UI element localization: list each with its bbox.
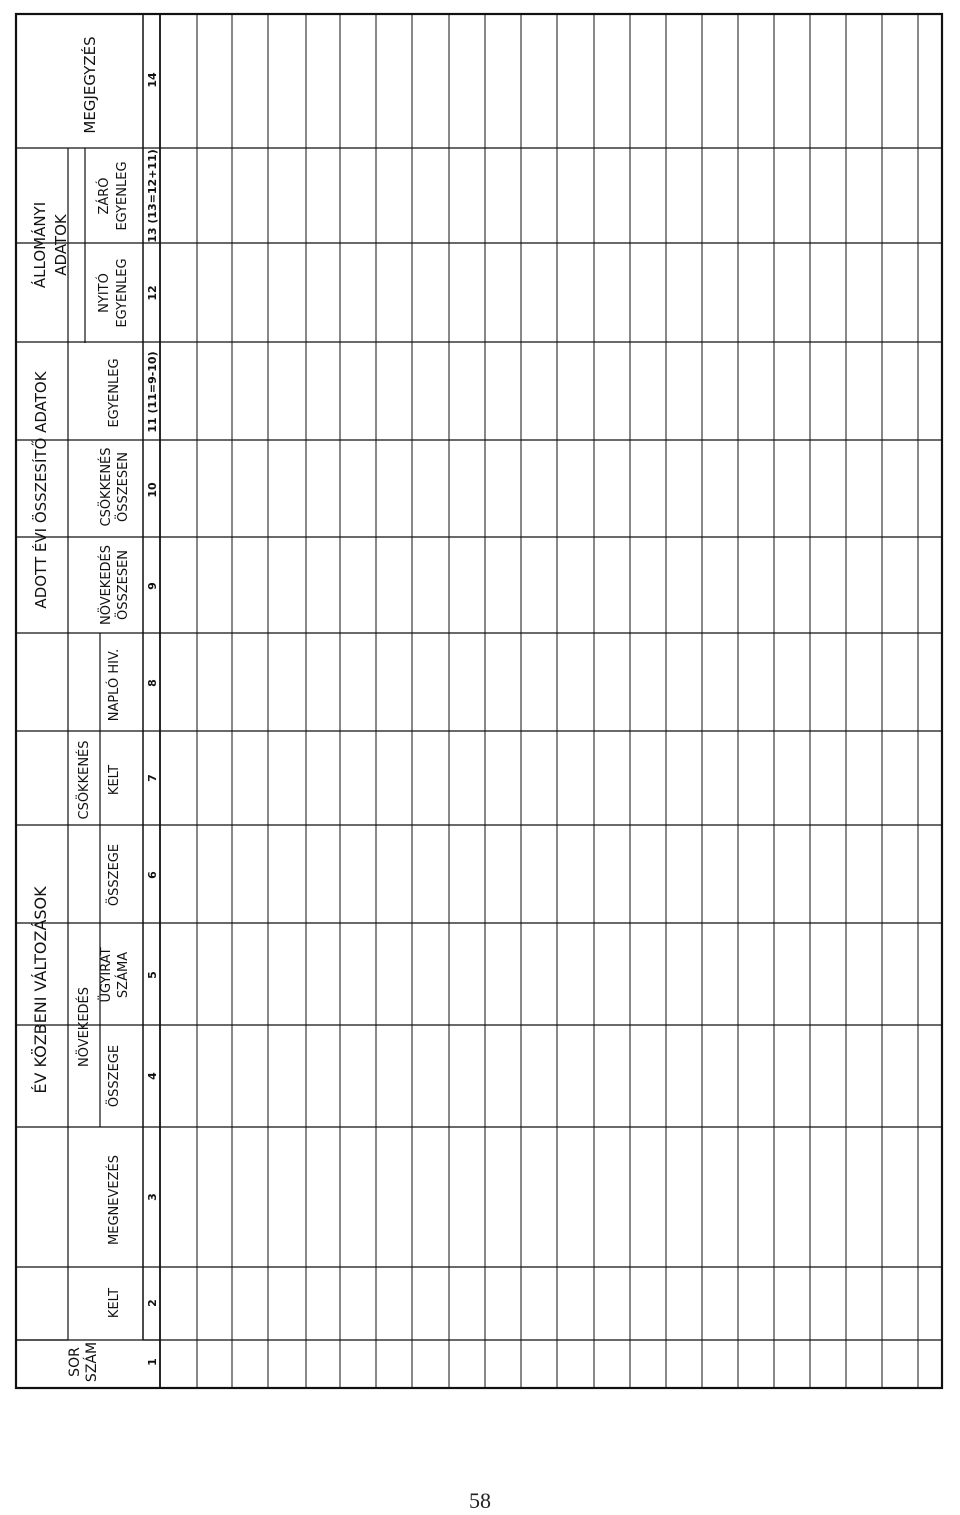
col-novekedes-osszesen-2: ÖSSZESEN xyxy=(116,549,131,621)
group-allomanyi-1: ÁLLOMÁNYI xyxy=(31,201,49,289)
column-number: 2 xyxy=(146,1299,159,1307)
col-csokkenes-osszesen-2: ÖSSZESEN xyxy=(116,451,131,523)
group-allomanyi-2: ADATOK xyxy=(52,214,70,276)
label-sor: SOR xyxy=(67,1347,83,1377)
column-number: 4 xyxy=(146,1072,159,1080)
col-csokkenes-osszesen-1: CSÖKKENÉS xyxy=(99,447,114,527)
page-number: 58 xyxy=(469,1488,491,1513)
column-number: 10 xyxy=(146,482,159,498)
col-ugyirat-2: SZÁMA xyxy=(116,951,131,999)
column-number: 12 xyxy=(146,285,159,301)
column-number: 5 xyxy=(146,971,159,979)
col-nyito-2: EGYENLEG xyxy=(115,258,130,328)
col-zaro-1: ZÁRÓ xyxy=(97,177,112,215)
col-naplo: NAPLÓ HIV. xyxy=(107,648,122,722)
col-kelt-2: KELT xyxy=(107,764,122,796)
col-egyenleg: EGYENLEG xyxy=(107,358,122,428)
col-ugyirat-1: ÜGYIRAT xyxy=(99,947,114,1003)
subgroup-novekedes: NÖVEKEDÉS xyxy=(77,986,92,1068)
column-number: 11 (11=9-10) xyxy=(146,351,159,433)
col-zaro-2: EGYENLEG xyxy=(115,161,130,231)
group-ev-kozbeni: ÉV KÖZBENI VÁLTOZÁSOK xyxy=(31,886,50,1094)
col-nyito-1: NYITÓ xyxy=(97,273,112,313)
column-number: 3 xyxy=(146,1193,159,1201)
column-number: 6 xyxy=(146,871,159,879)
subgroup-csokkenes: CSÖKKENÉS xyxy=(77,740,92,820)
col-novekedes-osszesen-1: NÖVEKEDÉS xyxy=(99,544,114,626)
column-number: 8 xyxy=(146,679,159,687)
col-kelt-1: KELT xyxy=(107,1287,122,1319)
col-osszege-n: ÖSSZEGE xyxy=(107,1044,122,1108)
column-number: 13 (13=12+11) xyxy=(146,149,159,243)
column-number: 14 xyxy=(146,72,159,88)
col-megnevezes: MEGNEVEZÉS xyxy=(107,1155,122,1245)
label-szam: SZÁM xyxy=(84,1341,100,1383)
group-adott-evi: ADOTT ÉVI ÖSSZESÍTŐ ADATOK xyxy=(32,371,50,609)
col-osszege-c: ÖSSZEGE xyxy=(107,843,122,907)
column-number: 1 xyxy=(146,1358,159,1366)
column-number: 7 xyxy=(146,774,159,782)
column-number: 9 xyxy=(146,582,159,590)
column-number-row xyxy=(146,72,159,1366)
group-megjegyzes: MEGJEGYZÉS xyxy=(81,36,99,134)
